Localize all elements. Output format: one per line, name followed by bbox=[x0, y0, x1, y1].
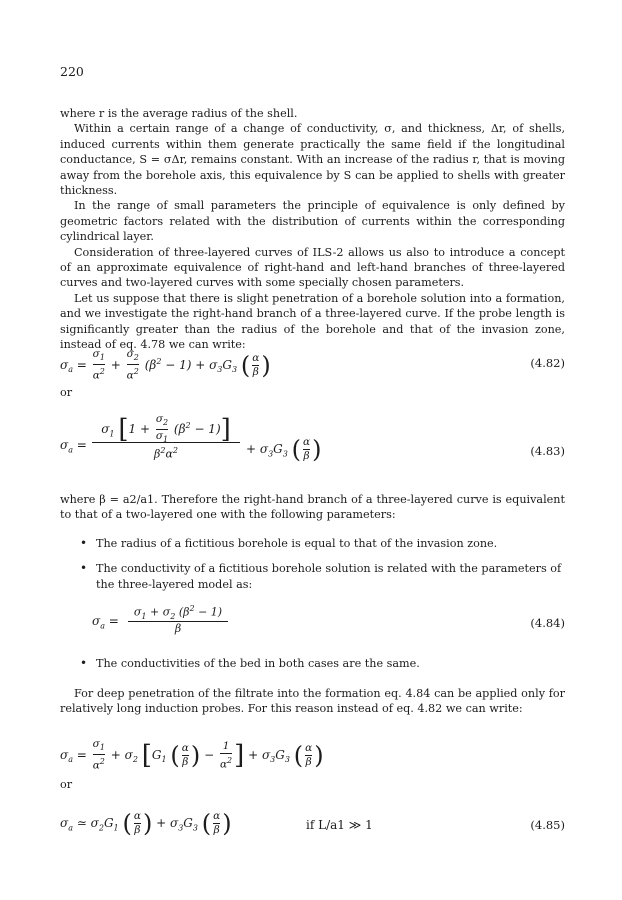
equation-4-84: $\sigma_a$ = $\sigma_1 + \sigma_2$ $(\beta^2 - 1)$ β (4.84) bbox=[92, 604, 565, 635]
paragraph: Let us suppose that there is slight penetration of a borehole solution into a formation, and we investigate the right-hand branch of a three-layered curve. If the probe length is significantly greater than the radius of the borehole and that of the invasion zone, instead of eq. 4.78 we can write: bbox=[60, 291, 565, 352]
list-item: • The conductivity of a fictitious borehole solution is related with the parameters of the three-layered model as: bbox=[78, 561, 566, 592]
or-label: or bbox=[60, 778, 73, 791]
paragraph: Within a certain range of a change of conductivity, σ, and thickness, Δr, of shells, induced currents within them generate practically the same field if the longitudinal conductance, S = σΔr, remains constant. With an increase of the radius r, that is moving away from the borehole axis, this equivalence by S can be applied to shells with greater thickness. bbox=[60, 122, 565, 198]
list-item: • The radius of a fictitious borehole is equal to that of the invasion zone. bbox=[78, 536, 566, 551]
equation-number: (4.84) bbox=[530, 616, 565, 630]
page-number: 220 bbox=[60, 64, 84, 79]
equation-condition: if L/a1 ≫ 1 bbox=[306, 818, 373, 832]
paragraph: where β = a2/a1. Therefore the right-hand branch of a three-layered curve is equivalent to that of a two-layered one with the following parameters: bbox=[60, 493, 565, 522]
text-block-3 bbox=[60, 686, 565, 717]
text-block-2 bbox=[60, 492, 565, 523]
or-label: or bbox=[60, 386, 73, 399]
equation-number: (4.82) bbox=[530, 356, 565, 370]
equation-unnumbered: $\sigma_a$ = $\frac{\sigma_1}{\alpha^2}$ + $\sigma_2$ [$G_1$ ( $\frac{\alpha}{\beta}$ ) − $\frac{1}{\alpha^2}$ ] + $\sigma_3G_3$ ( $\frac{\alpha}{\beta}$ ) bbox=[60, 738, 324, 772]
equation-number: (4.85) bbox=[530, 818, 565, 832]
list-item: • The conductivities of the bed in both cases are the same. bbox=[78, 656, 566, 671]
bullet-list bbox=[78, 656, 566, 671]
paragraph: where r is the average radius of the shell. bbox=[60, 107, 298, 120]
paragraph: For deep penetration of the filtrate into the formation eq. 4.84 can be applied only for relatively long induction probes. For this reason instead of eq. 4.82 we can write: bbox=[60, 687, 565, 716]
equation-4-82: $\sigma_a$ = $\frac{\sigma_1}{\alpha^2}$ + $\frac{\sigma_2}{\alpha^2}$ $(\beta^2 - 1) + \sigma_3G_3$ ( $\frac{\alpha}{\beta}$ ) (4.82) bbox=[60, 348, 565, 382]
equation-4-85: $\sigma_a$ ≃ $\sigma_2G_1$ ( $\frac{\alpha}{\beta}$ ) + $\sigma_3G_3$ ( $\frac{\alpha}{\beta}$ ) if L/a1 ≫ 1 (4.85) bbox=[60, 809, 565, 838]
paragraph: Consideration of three-layered curves of ILS-2 allows us also to introduce a concept of an approximate equivalence of right-hand and left-hand branches of three-layered curves and two-layered curves with some specially chosen parameters. bbox=[60, 245, 565, 290]
text-block-1 bbox=[60, 106, 565, 353]
paragraph: In the range of small parameters the principle of equivalence is only defined by geometric factors related with the distribution of currents within the corresponding cylindrical layer. bbox=[60, 199, 565, 244]
bullet-list bbox=[78, 536, 566, 592]
equation-4-83: $\sigma_a$ = $\sigma_1$ [1 + $\frac{\sigma_2}{\sigma_1}$ $(\beta^2 - 1)$] $\beta^2\alpha^2$ + $\sigma_3G_3$ ( $\frac{\alpha}{\beta}$ ) (4.83) bbox=[60, 412, 565, 464]
equation-number: (4.83) bbox=[530, 444, 565, 458]
